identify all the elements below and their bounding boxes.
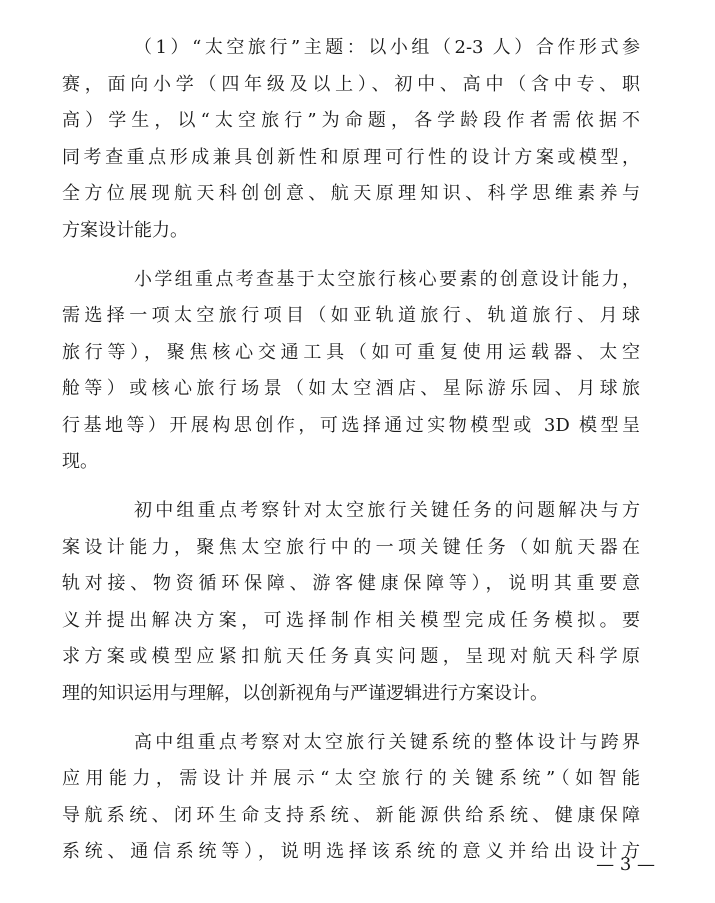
text-line: 义并提出解决方案，可选择制作相关模型完成任务模拟。要 xyxy=(62,609,640,631)
text-line: 初中组重点考察针对太空旅行关键任务的问题解决与方 xyxy=(134,500,640,521)
text-line: 全方位展现航天科创创意、航天原理知识、科学思维素养与 xyxy=(62,183,640,204)
text-line: 舱等）或核心旅行场景（如太空酒店、星际游乐园、月球旅 xyxy=(62,378,640,399)
text-line: 方案设计能力。 xyxy=(62,219,188,241)
text-line: 求方案或模型应紧扣航天任务真实问题，呈现对航天科学原 xyxy=(62,646,640,667)
page-number: — 3 — xyxy=(596,854,655,875)
paragraph-primary-school xyxy=(62,262,640,481)
text-line: 同考查重点形成兼具创新性和原理可行性的设计方案或模型， xyxy=(62,146,640,168)
text-line: 行基地等）开展构思创作，可选择通过实物模型或 3D 模型呈 xyxy=(62,414,640,436)
text-line: 赛，面向小学（四年级及以上）、初中、高中（含中专、职 xyxy=(62,73,640,95)
paragraph-theme-intro xyxy=(62,30,640,249)
text-line: 理的知识运用与理解，以创新视角与严谨逻辑进行方案设计。 xyxy=(62,682,548,704)
text-line: 需选择一项太空旅行项目（如亚轨道旅行、轨道旅行、月球 xyxy=(62,305,640,326)
text-line: 系统、通信系统等），说明选择该系统的意义并给出设计方 xyxy=(62,841,640,862)
text-line: 轨对接、物资循环保障、游客健康保障等），说明其重要意 xyxy=(62,573,640,594)
text-line: 导航系统、闭环生命支持系统、新能源供给系统、健康保障 xyxy=(62,804,640,826)
text-line: 现。 xyxy=(62,451,98,472)
text-line: 小学组重点考查基于太空旅行核心要素的创意设计能力， xyxy=(134,268,640,290)
text-line: （1）“太空旅行”主题：以小组（2-3 人）合作形式参 xyxy=(134,37,640,58)
text-line: 旅行等），聚焦核心交通工具（如可重复使用运载器、太空 xyxy=(62,341,640,363)
body-text xyxy=(62,30,640,883)
text-line: 应用能力，需设计并展示“太空旅行的关键系统”（如智能 xyxy=(62,768,640,789)
text-line: 案设计能力，聚焦太空旅行中的一项关键任务（如航天器在 xyxy=(62,536,640,558)
paragraph-junior-high xyxy=(62,493,640,712)
text-line: 高中组重点考察对太空旅行关键系统的整体设计与跨界 xyxy=(134,731,640,753)
text-line: 高）学生，以“太空旅行”为命题，各学龄段作者需依据不 xyxy=(62,110,640,131)
paragraph-senior-high xyxy=(62,725,640,871)
